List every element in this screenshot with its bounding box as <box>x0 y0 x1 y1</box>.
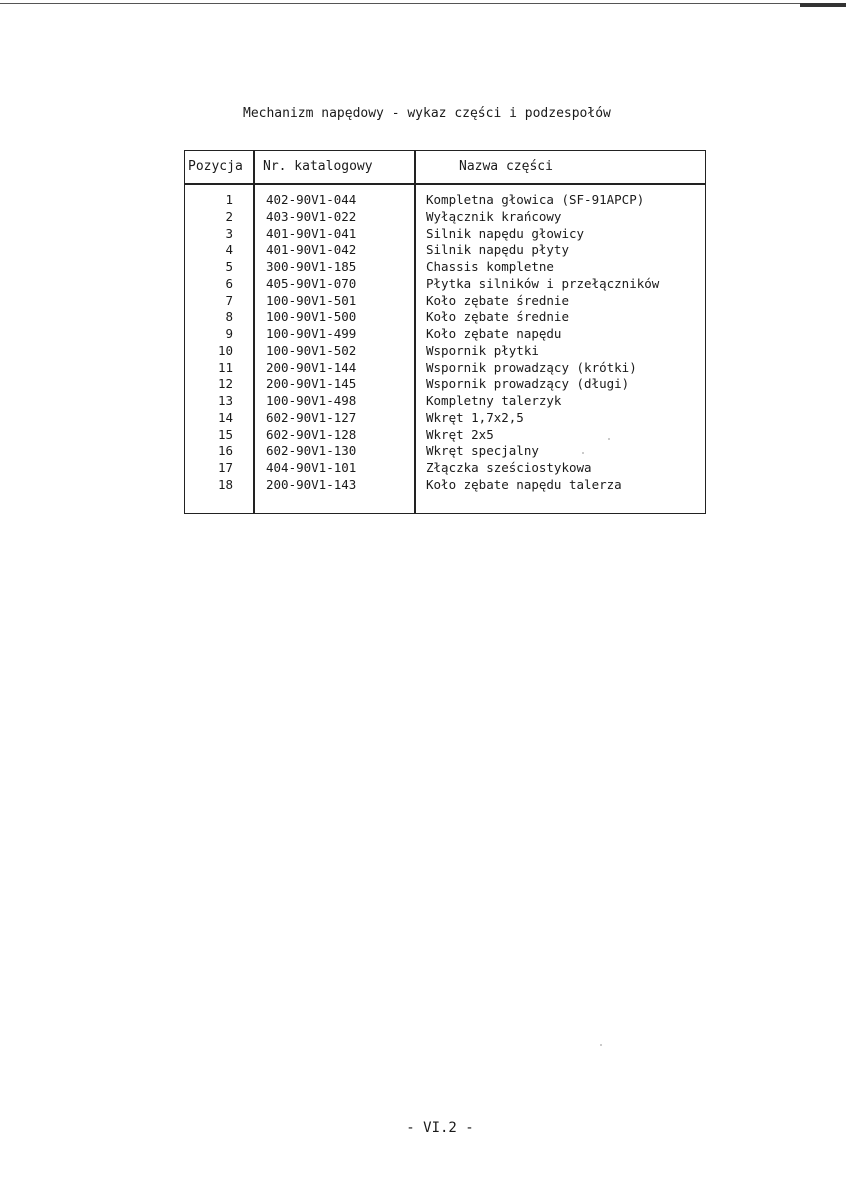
table-row <box>185 427 705 444</box>
row-catalog-number: 100-90V1-499 <box>266 326 357 341</box>
header-divider <box>185 183 705 185</box>
page-title: Mechanizm napędowy - wykaz części i podzespołów <box>243 106 611 121</box>
row-position: 1 <box>225 192 233 207</box>
row-part-name: Koło zębate średnie <box>426 309 569 325</box>
table-body <box>185 192 705 494</box>
row-part-name: Wspornik prowadzący (krótki) <box>426 359 637 375</box>
table-row <box>185 226 705 243</box>
row-part-name: Silnik napędu płyty <box>426 242 569 258</box>
table-row <box>185 393 705 410</box>
table-row <box>185 343 705 360</box>
table-row <box>185 376 705 393</box>
row-position: 16 <box>217 443 233 459</box>
row-part-name: Wkręt 1,7x2,5 <box>426 409 524 425</box>
row-part-name: Koło zębate napędu talerza <box>426 476 622 492</box>
row-position: 3 <box>225 225 233 241</box>
row-catalog-number: 200-90V1-144 <box>266 359 357 375</box>
row-position: 17 <box>217 460 233 475</box>
row-position: 18 <box>217 476 233 492</box>
header-catalog-number: Nr. katalogowy <box>263 159 373 174</box>
header-part-name: Nazwa części <box>459 159 553 174</box>
row-position: 8 <box>225 309 233 325</box>
row-part-name: Wspornik prowadzący (długi) <box>426 376 630 392</box>
table-row <box>185 209 705 226</box>
table-row <box>185 360 705 377</box>
row-position: 7 <box>225 292 233 308</box>
table-row <box>185 309 705 326</box>
row-part-name: Płytka silników i przełączników <box>426 275 660 291</box>
table-row <box>185 259 705 276</box>
row-catalog-number: 401-90V1-042 <box>266 242 357 258</box>
row-part-name: Silnik napędu głowicy <box>426 225 585 241</box>
table-row <box>185 443 705 460</box>
row-catalog-number: 402-90V1-044 <box>266 192 357 207</box>
parts-table <box>184 150 706 514</box>
row-part-name: Chassis kompletne <box>426 259 554 274</box>
scan-speck <box>600 1044 602 1046</box>
row-position: 13 <box>217 393 233 408</box>
header-position: Pozycja <box>188 159 243 174</box>
row-part-name: Wkręt 2x5 <box>426 426 494 442</box>
row-position: 10 <box>217 342 233 358</box>
row-position: 4 <box>225 242 233 258</box>
table-row <box>185 192 705 209</box>
table-row <box>185 242 705 259</box>
table-row <box>185 410 705 427</box>
scan-speck <box>582 452 584 454</box>
row-catalog-number: 100-90V1-498 <box>266 393 357 408</box>
table-row <box>185 460 705 477</box>
row-catalog-number: 401-90V1-041 <box>266 225 357 241</box>
row-part-name: Wspornik płytki <box>426 342 539 358</box>
row-part-name: Kompletna głowica (SF-91APCP) <box>426 192 645 207</box>
table-row <box>185 477 705 494</box>
row-position: 14 <box>217 409 233 425</box>
top-edge-mark <box>800 3 846 7</box>
top-edge-rule <box>0 3 846 4</box>
row-position: 6 <box>225 275 233 291</box>
row-catalog-number: 100-90V1-501 <box>266 292 357 308</box>
row-position: 2 <box>225 208 233 224</box>
row-catalog-number: 404-90V1-101 <box>266 460 357 475</box>
row-part-name: Kompletny talerzyk <box>426 393 562 408</box>
table-row <box>185 293 705 310</box>
row-catalog-number: 300-90V1-185 <box>266 259 357 274</box>
row-catalog-number: 403-90V1-022 <box>266 208 357 224</box>
page-number: - VI.2 - <box>406 1120 474 1136</box>
scan-speck <box>608 438 610 440</box>
row-catalog-number: 100-90V1-502 <box>266 342 357 358</box>
row-position: 5 <box>225 259 233 274</box>
row-catalog-number: 602-90V1-130 <box>266 443 357 459</box>
row-part-name: Wkręt specjalny <box>426 443 539 459</box>
row-part-name: Wyłącznik krańcowy <box>426 208 562 224</box>
row-position: 12 <box>217 376 233 392</box>
row-catalog-number: 200-90V1-143 <box>266 476 357 492</box>
row-catalog-number: 602-90V1-127 <box>266 409 357 425</box>
row-position: 9 <box>225 326 233 341</box>
row-part-name: Koło zębate napędu <box>426 326 562 341</box>
row-part-name: Koło zębate średnie <box>426 292 569 308</box>
row-position: 11 <box>217 359 233 375</box>
table-row <box>185 326 705 343</box>
row-catalog-number: 602-90V1-128 <box>266 426 357 442</box>
row-catalog-number: 100-90V1-500 <box>266 309 357 325</box>
row-catalog-number: 200-90V1-145 <box>266 376 357 392</box>
row-catalog-number: 405-90V1-070 <box>266 275 357 291</box>
table-row <box>185 276 705 293</box>
row-position: 15 <box>217 426 233 442</box>
row-part-name: Złączka sześciostykowa <box>426 460 592 475</box>
